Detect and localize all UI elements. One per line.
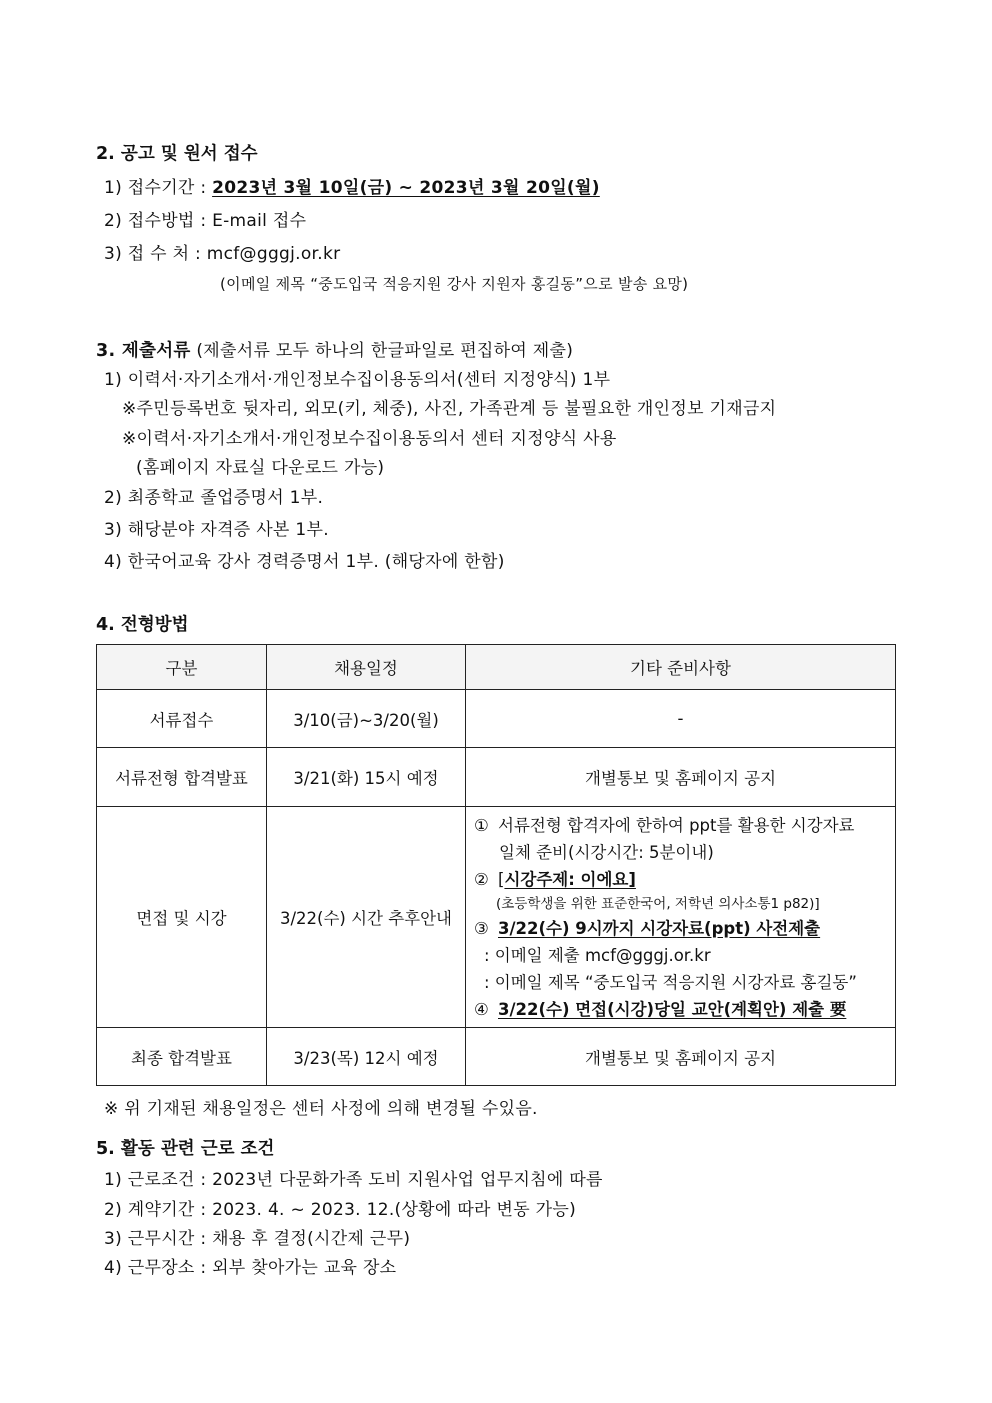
interview-notes bbox=[466, 807, 896, 1028]
interview-note-1-cont: 일체 준비(시강시간: 5분이내) bbox=[499, 842, 714, 862]
receipt-method-value: E-mail 접수 bbox=[212, 211, 307, 231]
doc-item-2: 2) 최종학교 졸업증명서 1부. bbox=[104, 488, 324, 508]
interview-note-3-subject: : 이메일 제목 “중도입국 적응지원 시강자료 홍길동” bbox=[484, 972, 857, 992]
section-3-title-row bbox=[96, 336, 573, 362]
table-row bbox=[97, 1028, 896, 1086]
interview-note-2: ② [시강주제: 이에요] bbox=[474, 869, 636, 889]
doc-item-4: 4) 한국어교육 강사 경력증명서 1부. (해당자에 한함) bbox=[104, 552, 505, 572]
work-condition-2: 2) 계약기간 : 2023. 4. ~ 2023. 12.(상황에 따라 변동 가능) bbox=[104, 1200, 576, 1220]
section-4-title: 4. 전형방법 bbox=[96, 615, 189, 635]
row-note: 개별통보 및 홈페이지 공지 bbox=[466, 748, 896, 807]
receipt-method bbox=[104, 206, 306, 231]
section-5-title: 5. 활동 관련 근로 조건 bbox=[96, 1139, 275, 1159]
receipt-email[interactable]: mcf@gggj.or.kr bbox=[206, 244, 341, 264]
doc-note-3: (홈페이지 자료실 다운로드 가능) bbox=[136, 458, 385, 478]
doc-item-3: 3) 해당분야 자격증 사본 1부. bbox=[104, 520, 329, 540]
interview-note-1: ① 서류전형 합격자에 한하여 ppt를 활용한 시강자료 bbox=[474, 815, 855, 835]
row-note: 개별통보 및 홈페이지 공지 bbox=[466, 1028, 896, 1086]
header-notes: 기타 준비사항 bbox=[466, 645, 896, 690]
row-stage: 서류접수 bbox=[97, 690, 267, 748]
schedule-table bbox=[96, 644, 896, 1086]
receipt-period-label: 1) 접수기간 : bbox=[104, 178, 213, 198]
header-stage: 구분 bbox=[97, 645, 267, 690]
interview-note-3: ③ 3/22(수) 9시까지 시강자료(ppt) 사전제출 bbox=[474, 918, 821, 938]
section-3-title-note: (제출서류 모두 하나의 한글파일로 편집하여 제출) bbox=[196, 341, 574, 361]
table-header-row bbox=[97, 645, 896, 690]
work-condition-4: 4) 근무장소 : 외부 찾아가는 교육 장소 bbox=[104, 1258, 397, 1278]
section-3-title: 3. 제출서류 bbox=[96, 341, 191, 361]
table-row bbox=[97, 807, 896, 1028]
receipt-method-label: 2) 접수방법 : bbox=[104, 211, 213, 231]
doc-note-1: ※주민등록번호 뒷자리, 외모(키, 체중), 사진, 가족관계 등 불필요한 개인정보 기재금지 bbox=[122, 399, 777, 419]
doc-note-2: ※이력서·자기소개서·개인정보수집이용동의서 센터 지정양식 사용 bbox=[122, 429, 617, 449]
receipt-period bbox=[104, 173, 600, 198]
row-note: - bbox=[466, 690, 896, 748]
section-2-title: 2. 공고 및 원서 접수 bbox=[96, 144, 258, 164]
work-condition-1: 1) 근로조건 : 2023년 다문화가족 도비 지원사업 업무지침에 따름 bbox=[104, 1170, 603, 1190]
interview-note-4: ④ 3/22(수) 면접(시강)당일 교안(계획안) 제출 要 bbox=[474, 999, 847, 1019]
row-date: 3/22(수) 시간 추후안내 bbox=[267, 807, 466, 1028]
receipt-period-value: 2023년 3월 10일(금) ~ 2023년 3월 20일(월) bbox=[212, 178, 600, 198]
receipt-address-label: 3) 접 수 처 : bbox=[104, 244, 207, 264]
row-date: 3/10(금)~3/20(월) bbox=[267, 690, 466, 748]
row-date: 3/21(화) 15시 예정 bbox=[267, 748, 466, 807]
table-row bbox=[97, 748, 896, 807]
interview-note-2-sub: (초등학생을 위한 표준한국어, 저학년 의사소통1 p82)] bbox=[496, 895, 820, 912]
email-subject-note: (이메일 제목 “중도입국 적응지원 강사 지원자 홍길동”으로 발송 요망) bbox=[220, 275, 689, 293]
doc-item-1: 1) 이력서·자기소개서·개인정보수집이용동의서(센터 지정양식) 1부 bbox=[104, 370, 611, 390]
schedule-footnote: ※ 위 기재된 채용일정은 센터 사정에 의해 변경될 수있음. bbox=[104, 1099, 538, 1119]
work-condition-3: 3) 근무시간 : 채용 후 결정(시간제 근무) bbox=[104, 1229, 411, 1249]
row-stage: 면접 및 시강 bbox=[97, 807, 267, 1028]
row-stage: 최종 합격발표 bbox=[97, 1028, 267, 1086]
row-stage: 서류전형 합격발표 bbox=[97, 748, 267, 807]
header-date: 채용일정 bbox=[267, 645, 466, 690]
row-date: 3/23(목) 12시 예정 bbox=[267, 1028, 466, 1086]
interview-note-3-email[interactable]: : 이메일 제출 mcf@gggj.or.kr bbox=[484, 945, 711, 965]
receipt-address bbox=[104, 239, 340, 264]
table-row bbox=[97, 690, 896, 748]
